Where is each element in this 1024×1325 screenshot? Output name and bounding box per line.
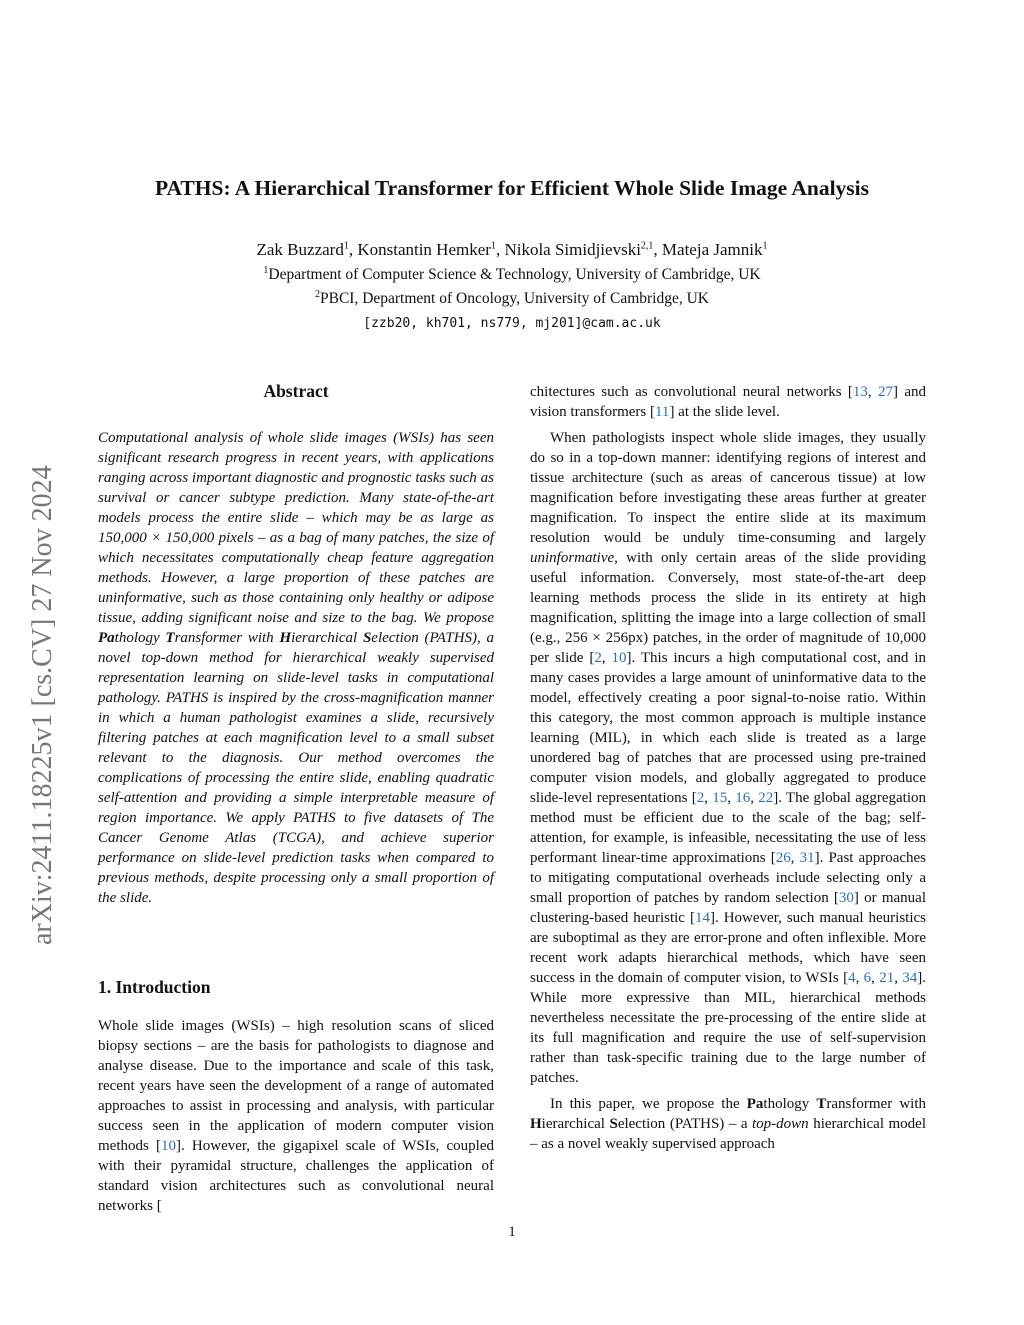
section-heading-introduction: 1. Introduction [98, 977, 211, 997]
citation-link[interactable]: 6 [863, 970, 872, 986]
citation-link[interactable]: 10 [161, 1138, 176, 1154]
right-column [530, 382, 926, 1154]
citation-link[interactable]: 31 [799, 850, 815, 866]
citation-link[interactable]: 27 [878, 384, 894, 400]
introduction-paragraph: In this paper, we propose the Pathology Transformer with Hierarchical Selection (PATHS) – a top-down hierarchical model – as a novel weakly supervised approach [530, 1096, 927, 1152]
arxiv-stamp: arXiv:2411.18225v1 [cs.CV] 27 Nov 2024 [27, 465, 58, 945]
introduction-paragraph: Whole slide images (WSIs) – high resolution scans of sliced biopsy sections – are the basis for pathologists to diagnose and analyse disease. Due to the importance and scale of this task, recent years have seen the development of a range of automated approaches to assist in processing and analysis, with particular success seen in the application of modern computer vision methods [10]. However, the gigapixel scale of WSIs, coupled with their pyramidal structure, challenges the application of standard vision architectures such as convolutional neural networks [ [98, 1018, 494, 1214]
citation-link[interactable]: 13 [852, 384, 868, 400]
citation-link[interactable]: 11 [654, 404, 670, 420]
author-list: Zak Buzzard$^1$, Konstantin Hemker$^1$, Nikola Simidjievski$^{2,1}$, Mateja Jamnik$^1$ [256, 240, 768, 259]
paper-title: PATHS: A Hierarchical Transformer for Efficient Whole Slide Image Analysis [154, 176, 870, 200]
author-affil-mark: 2,1 [640, 240, 654, 252]
citation-link[interactable]: 4 [848, 970, 856, 986]
affiliation: $^1$Department of Computer Science & Technology, University of Cambridge, UK [263, 264, 761, 283]
author-name: Mateja Jamnik [661, 240, 763, 259]
author-affil-mark: 1 [343, 240, 349, 252]
citation-link[interactable]: 15 [712, 790, 728, 806]
citation-link[interactable]: 22 [758, 790, 774, 806]
abstract-heading: Abstract [263, 381, 329, 401]
abstract-body: Computational analysis of whole slide images (WSIs) has seen significant research progress in recent years, with applications ranging across important diagnostic and prognostic tasks such as survival or cancer subtype prediction. Many state-of-the-art models process the entire slide – which may be as large as 150,000 × 150,000 pixels – as a bag of many patches, the size of which necessitates computationally cheap feature aggregation methods. However, a large proportion of these patches are uninformative, such as those containing only healthy or adipose tissue, adding significant noise and size to the bag. We propose Pathology Transformer with Hierarchical Selection (PATHS), a novel top-down method for hierarchical weakly supervised representation learning on slide-level tasks in computational pathology. PATHS is inspired by the cross-magnification manner in which a human pathologist examines a slide, recursively filtering patches at each magnification level to a small subset relevant to the diagnosis. Our method overcomes the complications of processing the entire slide, enabling quadratic self-attention and providing a simple interpretable measure of region importance. We apply PATHS to five datasets of The Cancer Genome Atlas (TCGA), and achieve superior performance on slide-level prediction tasks when compared to previous methods, despite processing only a small proportion of the slide. [98, 430, 495, 906]
author-name: Zak Buzzard [256, 240, 344, 259]
citation-link[interactable]: 26 [775, 850, 791, 866]
introduction-paragraph: When pathologists inspect whole slide images, they usually do so in a top-down manner: identifying regions of interest and tissue architecture (such as areas of cancerous tissue) at low magnification before investigating these areas further at greater magnification. To inspect the entire slide at its maximum resolution would be unduly time-consuming and largely uninformative, with only certain areas of the slide providing useful information. Conversely, most state-of-the-art deep learning methods process the slide in its entirety at high magnification, splitting the image into a large collection of small (e.g., 256 × 256px) patches, in the order of magnitude of 10,000 per slide [2, 10]. This incurs a high computational cost, and in many cases provides a large amount of uninformative data to the model, effectively creating a poor signal-to-noise ratio. Within this category, the most common approach is multiple instance learning (MIL), in which each slide is treated as a large unordered bag of patches that are processed using pre-trained computer vision models, and globally aggregated to produce slide-level representations [2, 15, 16, 22]. The global aggregation method must be efficient due to the scale of the bag; self-attention, for example, is infeasible, necessitating the use of less performant linear-time approximations [26, 31]. Past approaches to mitigating computational overheads include selecting only a small proportion of patches by random selection [30] or manual clustering-based heuristic [14]. However, such manual heuristics are suboptimal as they are error-prone and often inflexible. More recent work adapts hierarchical methods, which have seen success in the domain of computer vision, to WSIs [4, 6, 21, 34]. While more expressive than MIL, hierarchical methods nevertheless necessitate the pre-processing of the entire slide at its full magnification and require the use of self-supervision rather than task-specific training due to the large number of patches. [530, 430, 927, 1086]
citation-link[interactable]: 16 [735, 790, 751, 806]
author-name: Nikola Simidjievski [504, 240, 641, 259]
author-name: Konstantin Hemker [357, 240, 491, 259]
author-affil-mark: 1 [490, 240, 496, 252]
citation-link[interactable]: 2 [594, 650, 602, 666]
citation-link[interactable]: 10 [611, 650, 627, 666]
author-affil-mark: 1 [762, 240, 768, 252]
author-emails: [zzb20, kh701, ns779, mj201]@cam.ac.uk [363, 316, 661, 331]
citation-link[interactable]: 21 [879, 970, 895, 986]
affiliation: $^2$PBCI, Department of Oncology, University of Cambridge, UK [314, 288, 709, 307]
citation-link[interactable]: 30 [838, 890, 854, 906]
citation-link[interactable]: 2 [696, 790, 705, 806]
introduction-paragraph-continued: chitectures such as convolutional neural networks [13, 27] and vision transformers [11] at the slide level. [530, 384, 927, 420]
citation-link[interactable]: 14 [694, 910, 710, 926]
citation-link[interactable]: 34 [902, 970, 918, 986]
page-number: 1 [508, 1224, 516, 1240]
